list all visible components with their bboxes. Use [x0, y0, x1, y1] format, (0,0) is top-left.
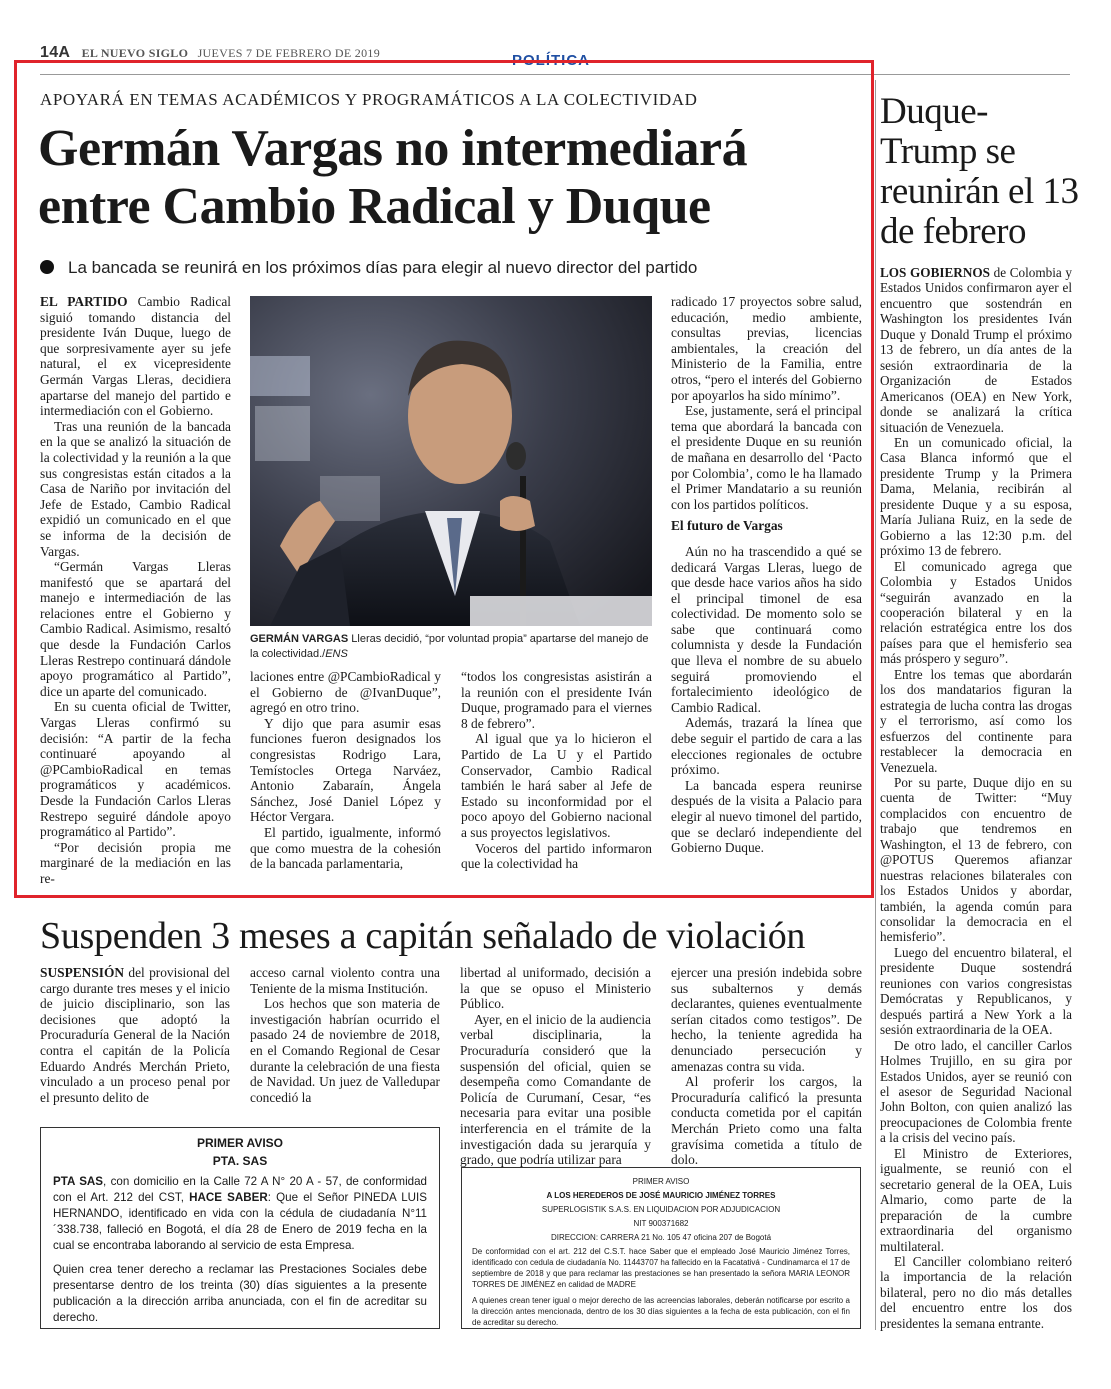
lead-in: EL PARTIDO — [40, 294, 128, 309]
notice-text: , con domicilio en la Calle 72 A N° 20 A - 57, de conformidad con el Art. 212 del CST, — [53, 1175, 427, 1204]
headline-line-1: Germán Vargas no intermediará — [38, 120, 748, 177]
paragraph: Luego del encuentro bilateral, el presidente Duque sostendrá reuniones con varios congresistas Demócratas y Republicanos, y después partirá a New York a la sesión extraordinaria de la OEA. — [880, 944, 1072, 1038]
headline-line-2: entre Cambio Radical y Duque — [38, 178, 711, 235]
legal-notice-pta — [40, 1127, 440, 1329]
paragraph: Ese, justamente, será el principal tema que abordará la bancada con el presidente Duque en su reunión de mañana en desarrollo del ‘Pacto por Colombia’, como le ha llamado el Primer Mandatario a su reunión con los partidos políticos. — [671, 403, 862, 512]
second-column-4 — [671, 965, 862, 1168]
caption-name: GERMÁN VARGAS — [250, 633, 349, 645]
second-column-3 — [460, 965, 651, 1168]
speaker-photo-illustration — [250, 296, 652, 626]
article-headline — [38, 120, 868, 236]
paragraph: “Germán Vargas Lleras manifestó que se apartará del manejo e intermediación de las relaciones entre el Gobierno y Cambio Radical. Asimismo, resaltó que desde la Fundación Carlos Lleras Restrepo continuará dándole apoyo programático al Partido”, dice un aparte del comunicado. — [40, 559, 231, 699]
paragraph: Al igual que ya lo hicieron el Partido de La U y el Partido Conservador, Cambio Radical también le hará saber al Jefe de Estado su inconformidad por el poco apoyo del Gobierno nacional a sus proyectos legislativos. — [461, 731, 652, 840]
notice-paragraph: A quienes crean tener igual o mejor derecho de las acreencias laborales, deberán notificarse por escrito a la dirección antes mencionada, dentro de los 30 días siguientes a la fecha de esta publicación, con el fin de acreditar su derecho. — [472, 1296, 850, 1327]
paragraph: Entre los temas que abordarán los dos mandatarios figuran la estrategia de lucha contra las drogas y el terrorismo, así como los esfuerzos del continente para restablecer la democracia en Venezuela. — [880, 666, 1072, 775]
section-label: POLÍTICA — [512, 52, 590, 69]
paragraph: de Colombia y Estados Unidos confirmaron ayer el encuentro que sostendrán en Washington los presidentes Iván Duque y Donald Trump el próximo 13 de febrero, un día antes de la sesión extraordinaria de la Organización de Estados Americanos (OEA) en New York, donde se analizará la crítica situación de Venezuela. — [880, 265, 1072, 435]
second-column-2 — [250, 965, 440, 1105]
paragraph: El partido, igualmente, informó que como muestra de la cohesión de la bancada parlamentaria, — [250, 824, 441, 872]
paragraph: radicado 17 proyectos sobre salud, educación, medio ambiente, consultas previas, licencias ambientales, la creación del Ministerio de la Familia, entre otros, “pero el interés del Gobierno por apoyarlos ha sido mínimo”. — [671, 294, 862, 403]
paragraph: Cambio Radical siguió tomando distancia del presidente Iván Duque, luego de que sorpresivamente ayer su jefe natural, el ex vicepresidente Germán Vargas Lleras, decidiera apartarse del manejo del partido e intermediación con el Gobierno. — [40, 294, 231, 419]
paragraph: Además, trazará la línea que debe seguir el partido de cara a las elecciones regionales de octubre próximo. — [671, 715, 862, 778]
notice-bold: PTA SAS — [53, 1175, 104, 1188]
main-column-2 — [250, 669, 441, 872]
article-kicker: APOYARÁ EN TEMAS ACADÉMICOS Y PROGRAMÁTICOS A LA COLECTIVIDAD — [40, 90, 698, 109]
paragraph: Y dijo que para asumir esas funciones fueron designados los congresistas Rodrigo Lara, Temístocles Ortega Narváez, Antonio Zabaraín, Ángela Sánchez, José Daniel López y Héctor Vergara. — [250, 715, 441, 825]
paragraph: “todos los congresistas asistirán a la reunión con el presidente Iván Duque, programado para el viernes 8 de febrero”. — [461, 669, 652, 731]
paragraph: De otro lado, el canciller Carlos Holmes Trujillo, en su gira por Estados Unidos, ayer se reunió con el asesor de Seguridad Nacional John Bolton, con quien analizó las preocupaciones de Colombia frente a la crisis del vecino país. — [880, 1037, 1072, 1146]
paragraph: laciones entre @PCambioRadical y el Gobierno de @IvanDuque”, agregó en otro trino. — [250, 669, 441, 716]
issue-date: JUEVES 7 DE FEBRERO DE 2019 — [197, 46, 381, 60]
second-column-1 — [40, 965, 230, 1105]
photo-caption — [250, 632, 652, 662]
notice-paragraph — [53, 1174, 427, 1254]
photo-credit: ENS — [325, 648, 348, 660]
paragraph: El Ministro de Exteriores, igualmente, se reunió con el secretario general de la OEA, Luis Almario, como parte de la preparación de la cumbre extraordinaria del organismo multilateral. — [880, 1145, 1072, 1254]
publication-name: EL NUEVO SIGLO — [81, 46, 189, 60]
notice-paragraph: Quien crea tener derecho a reclamar las Prestaciones Sociales debe presentarse dentro de los treinta (30) días siguientes a la presente publicación a la dirección arriba anunciada, con el fin de acreditar su derecho. — [53, 1263, 427, 1324]
lead-in: LOS GOBIERNOS — [880, 265, 990, 280]
paragraph: En su cuenta oficial de Twitter, Vargas Lleras confirmó su decisión: “A partir de la fecha continuaré apoyando al @PCambioRadical en temas programáticos y académicos. Desde la Fundación Carlos Lleras Restrepo seguiré dándole apoyo programático al Partido”. — [40, 699, 231, 840]
article-deck — [40, 258, 697, 278]
column-rule — [875, 80, 876, 1330]
paragraph: En un comunicado oficial, la Casa Blanca informó que el presidente Trump y la Primera Dama, Melania, recibirán al presidente Duque y a su esposa, María Juliana Ruiz, en la sede de Gobierno a las 12:30 p.m. del próximo 13 de febrero. — [880, 434, 1072, 559]
deck-text: La bancada se reunirá en los próximos días para elegir al nuevo director del partido — [68, 258, 698, 277]
paragraph: Ayer, en el inicio de la audiencia verbal disciplinaria, la Procuraduría consideró que la suspensión del oficial, quien se desempeña como Comandante de Policía de Curumaní, Cesar, “es necesaria para evitar una posible interferencia en el trámite de la investigación dada su jerarquía y grado, que podría utilizar para — [460, 1011, 651, 1168]
paragraph: ejercer una presión indebida sobre sus subalternos y demás declarantes, quienes eventualmente serían citados como testigos”. De hecho, la teniente agredida ha denunciado persecución y amenazas contra su vida. — [671, 965, 862, 1074]
subhead: El futuro de Vargas — [671, 518, 783, 534]
paragraph: Por su parte, Duque dijo en su cuenta de Twitter: “Muy complacidos con encuentro de trabajo que tendremos en Washington, el 13 de febrero, con @POTUS Queremos afianzar nuestras relaciones bilaterales con los Estados Unidos y abordar, también, la agenda común para consolidar la democracia en el hemisferio”. — [880, 774, 1072, 945]
notice-title: PRIMER AVISO — [196, 1136, 283, 1150]
paragraph: “Por decisión propia me marginaré de la mediación en las re- — [40, 839, 231, 886]
notice-address: DIRECCION: CARRERA 21 No. 105 47 oficina 207 de Bogotá — [550, 1233, 772, 1242]
main-column-4 — [671, 294, 862, 856]
caption-text: Lleras decidió, “por voluntad propia” apartarse del manejo de la colectividad./ — [250, 633, 649, 660]
paragraph: Voceros del partido informaron que la colectividad ha — [461, 840, 652, 872]
side-column — [880, 265, 1072, 1331]
notice-text: : Que el Señor PINEDA LUIS HERNANDO, identificado en vida con la cédula de ciudadanía N°11´338.738, falleció en Bogotá, el día 28 de Enero de 2019 fecha en la cual se encontraba laborando al servicio de esta Empresa. — [53, 1191, 427, 1252]
second-headline: Suspenden 3 meses a capitán señalado de violación — [40, 915, 806, 957]
article-photo — [250, 296, 652, 626]
paragraph: acceso carnal violento contra una Teniente de la misma Institución. — [250, 965, 440, 996]
lead-in: SUSPENSIÓN — [40, 965, 125, 980]
paragraph: El Canciller colombiano reiteró la importancia de la relación bilateral, pero no dio más detalles del encuentro entre los dos presidentes la semana entrante. — [880, 1254, 1072, 1331]
paragraph: Los hechos que son materia de investigación habrían ocurrido el pasado 24 de noviembre de 2018, en el Comando Regional de Cesar durante la celebración de una fiesta de Navidad. Un juez de Valledupar concedió la — [250, 996, 440, 1105]
notice-nit: NIT 900371682 — [633, 1219, 689, 1228]
notice-company: PTA. SAS — [212, 1154, 268, 1168]
notice-paragraph: De conformidad con el art. 212 del C.S.T. hace Saber que el empleado José Mauricio Jiménez Torres, identificado con cedula de ciudadanía No. 11443707 ha fallecido en la Facatativá - Cundinamarca el 17 de septiembre de 2018 y que para reclamar las prestaciones se han presentado la señora MARIA LEONOR TORRES DE JIMÉNEZ en calidad de MADRE — [472, 1247, 850, 1289]
page-number: 14A — [40, 44, 71, 61]
paragraph: El comunicado agrega que Colombia y Estados Unidos “seguirán avanzado en la cooperación bilateral y en la relación estratégica entre los dos países para que el hemisferio sea más próspero y seguro”. — [880, 558, 1072, 667]
paragraph: del provisional del cargo durante tres meses y el inicio de juicio disciplinario, son las decisiones que adoptó la Procuraduría General de la Nación contra el capitán de la Policía Eduardo Andrés Merchán Prieto, vinculado a un proceso penal por el presunto delito de — [40, 965, 230, 1105]
notice-bold: HACE SABER — [189, 1191, 268, 1204]
paragraph: Al proferir los cargos, la Procuraduría calificó la presunta conducta cometida por el capitán Merchán Prieto como una falta gravísima cometida a título de dolo. — [671, 1074, 862, 1168]
notice-title: PRIMER AVISO — [632, 1177, 690, 1186]
main-column-1 — [40, 294, 231, 887]
notice-company: SUPERLOGISTIK S.A.S. EN LIQUIDACION POR ADJUDICACION — [541, 1205, 781, 1214]
paragraph: La bancada espera reunirse después de la visita a Palacio para elegir al nuevo timonel del partido, que se declaró independiente del Gobierno Duque. — [671, 777, 862, 856]
bullet-icon — [40, 260, 54, 274]
paragraph: Tras una reunión de la bancada en la que se analizó la situación de la colectividad y la reunión a la que sus congresistas están citados a la Casa de Nariño por invitación del Jefe de Estado, Cambio Radical expidió un comunicado en el que se informa de la decisión de Vargas. — [40, 418, 231, 559]
main-column-3 — [461, 669, 652, 872]
paragraph: Aún no ha trascendido a qué se dedicará Vargas Lleras, luego de que desde hace varios años ha sido el principal timonel de esa colectividad. De momento solo se sabe que continuará como columnista y desde la Fundación que lleva el nombre de su abuelo seguirá promoviendo el fortalecimiento ideológico de Cambio Radical. — [671, 543, 862, 715]
paragraph: libertad al uniformado, decisión a la que se opuso el Ministerio Público. — [460, 965, 651, 1012]
side-headline: Duque-Trump se reunirán el 13 de febrero — [880, 91, 1079, 252]
legal-notice-superlogistik — [461, 1167, 861, 1329]
notice-heading: A LOS HEREDEROS DE JOSÉ MAURICIO JIMÉNEZ TORRES — [546, 1191, 776, 1200]
